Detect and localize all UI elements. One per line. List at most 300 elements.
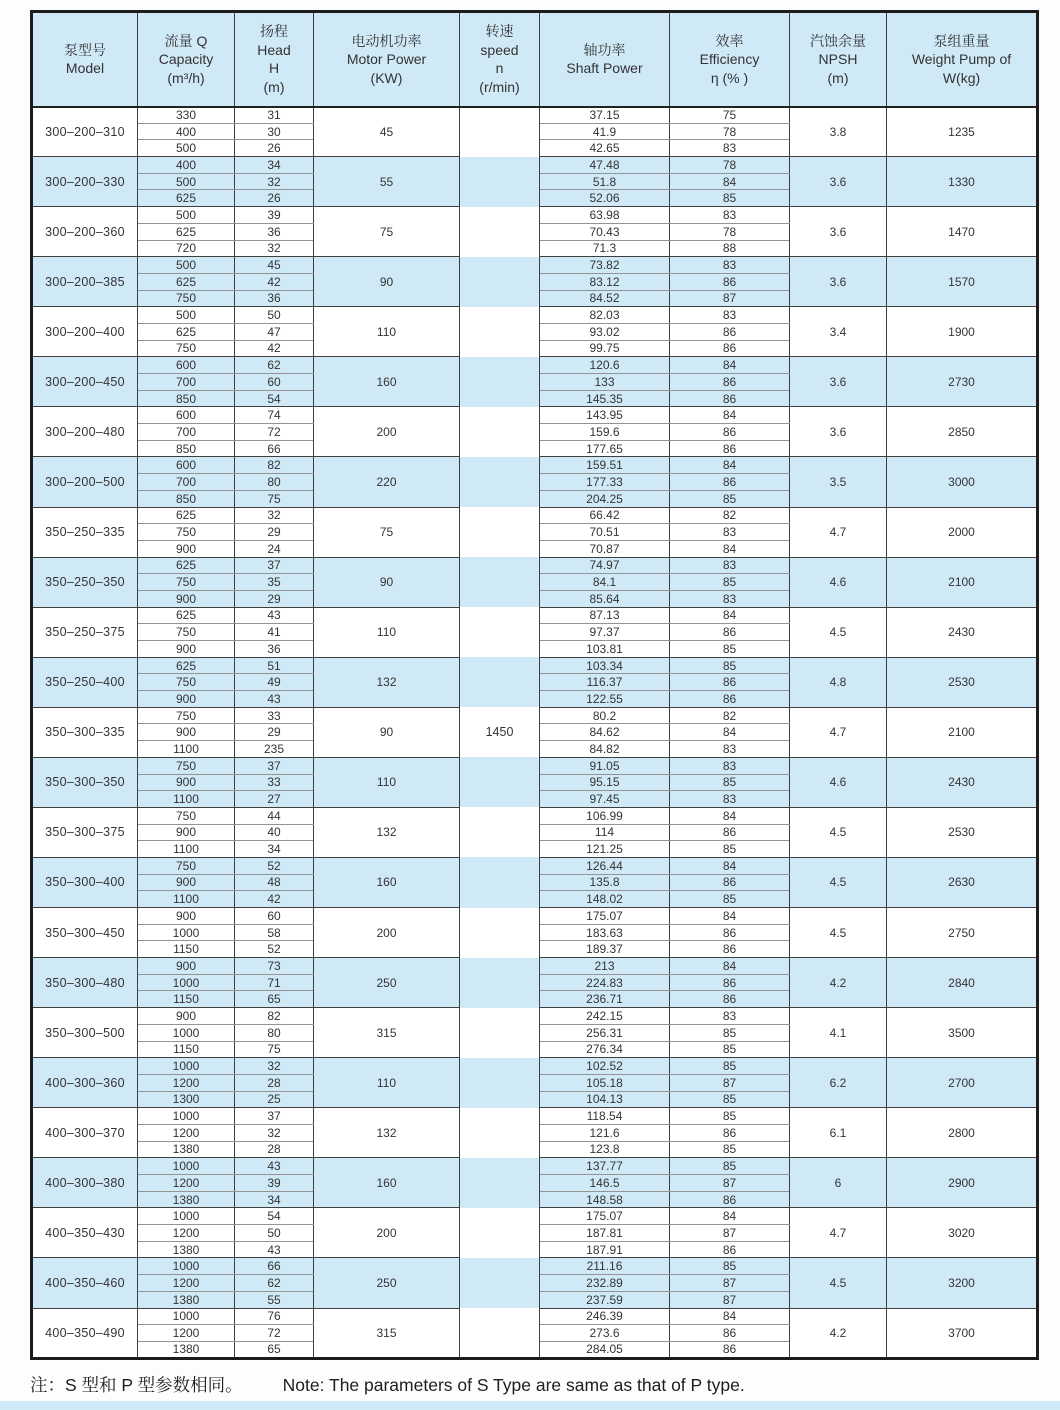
model-cell: 300–200–385 bbox=[32, 257, 138, 307]
capacity-cell: 1000 bbox=[138, 1158, 235, 1175]
head-cell: 72 bbox=[235, 1325, 314, 1342]
efficiency-cell: 87 bbox=[670, 1074, 790, 1091]
efficiency-cell: 85 bbox=[670, 641, 790, 658]
capacity-cell: 700 bbox=[138, 424, 235, 441]
efficiency-cell: 85 bbox=[670, 490, 790, 507]
capacity-cell: 1100 bbox=[138, 891, 235, 908]
head-cell: 32 bbox=[235, 507, 314, 524]
header-line: 泵组重量 bbox=[933, 32, 990, 49]
model-cell: 350–250–375 bbox=[32, 607, 138, 657]
speed-cell bbox=[460, 1258, 540, 1308]
capacity-cell: 1000 bbox=[138, 1108, 235, 1125]
head-cell: 32 bbox=[235, 1124, 314, 1141]
weight-cell: 3700 bbox=[887, 1308, 1038, 1358]
efficiency-cell: 86 bbox=[670, 1241, 790, 1258]
capacity-cell: 900 bbox=[138, 774, 235, 791]
head-cell: 44 bbox=[235, 807, 314, 824]
shaft-power-cell: 93.02 bbox=[540, 323, 670, 340]
shaft-power-cell: 242.15 bbox=[540, 1008, 670, 1025]
capacity-cell: 625 bbox=[138, 223, 235, 240]
weight-cell: 2900 bbox=[887, 1158, 1038, 1208]
header-line: 电动机功率 bbox=[351, 32, 422, 49]
head-cell: 42 bbox=[235, 273, 314, 290]
head-cell: 36 bbox=[235, 223, 314, 240]
weight-cell: 1330 bbox=[887, 157, 1038, 207]
shaft-power-cell: 175.07 bbox=[540, 1208, 670, 1225]
head-cell: 30 bbox=[235, 123, 314, 140]
efficiency-cell: 87 bbox=[670, 1291, 790, 1308]
shaft-power-cell: 175.07 bbox=[540, 908, 670, 925]
speed-cell bbox=[460, 307, 540, 357]
capacity-cell: 750 bbox=[138, 807, 235, 824]
header-line: (m) bbox=[827, 69, 849, 86]
efficiency-cell: 78 bbox=[670, 123, 790, 140]
shaft-power-cell: 71.3 bbox=[540, 240, 670, 257]
capacity-cell: 900 bbox=[138, 641, 235, 658]
motor-power-cell: 132 bbox=[314, 1108, 460, 1158]
column-header-motor-power bbox=[314, 12, 460, 107]
capacity-cell: 625 bbox=[138, 323, 235, 340]
efficiency-cell: 86 bbox=[670, 390, 790, 407]
head-cell: 37 bbox=[235, 1108, 314, 1125]
npsh-cell: 4.8 bbox=[790, 657, 887, 707]
head-cell: 27 bbox=[235, 791, 314, 808]
model-cell: 350–300–480 bbox=[32, 958, 138, 1008]
efficiency-cell: 85 bbox=[670, 1258, 790, 1275]
head-cell: 33 bbox=[235, 707, 314, 724]
head-cell: 235 bbox=[235, 741, 314, 758]
efficiency-cell: 78 bbox=[670, 223, 790, 240]
efficiency-cell: 86 bbox=[670, 1341, 790, 1358]
footnote-zh: 注：S 型和 P 型参数相同。 bbox=[30, 1374, 243, 1395]
head-cell: 43 bbox=[235, 1241, 314, 1258]
speed-cell bbox=[460, 107, 540, 157]
motor-power-cell: 315 bbox=[314, 1308, 460, 1358]
motor-power-cell: 250 bbox=[314, 1258, 460, 1308]
head-cell: 75 bbox=[235, 490, 314, 507]
head-cell: 29 bbox=[235, 590, 314, 607]
model-cell: 400–300–380 bbox=[32, 1158, 138, 1208]
header-line: 泵型号 bbox=[64, 41, 106, 58]
efficiency-cell: 85 bbox=[670, 891, 790, 908]
efficiency-cell: 83 bbox=[670, 140, 790, 157]
shaft-power-cell: 183.63 bbox=[540, 924, 670, 941]
head-cell: 36 bbox=[235, 641, 314, 658]
head-cell: 39 bbox=[235, 1175, 314, 1192]
capacity-cell: 625 bbox=[138, 657, 235, 674]
motor-power-cell: 315 bbox=[314, 1008, 460, 1058]
head-cell: 74 bbox=[235, 407, 314, 424]
efficiency-cell: 83 bbox=[670, 791, 790, 808]
shaft-power-cell: 189.37 bbox=[540, 941, 670, 958]
shaft-power-cell: 80.2 bbox=[540, 707, 670, 724]
model-cell: 350–300–500 bbox=[32, 1008, 138, 1058]
head-cell: 43 bbox=[235, 1158, 314, 1175]
bottom-strip bbox=[0, 1401, 1060, 1410]
efficiency-cell: 86 bbox=[670, 424, 790, 441]
shaft-power-cell: 211.16 bbox=[540, 1258, 670, 1275]
motor-power-cell: 160 bbox=[314, 357, 460, 407]
capacity-cell: 750 bbox=[138, 624, 235, 641]
head-cell: 82 bbox=[235, 457, 314, 474]
capacity-cell: 625 bbox=[138, 273, 235, 290]
model-cell: 300–200–500 bbox=[32, 457, 138, 507]
head-cell: 48 bbox=[235, 874, 314, 891]
shaft-power-cell: 95.15 bbox=[540, 774, 670, 791]
column-header-head bbox=[235, 12, 314, 107]
head-cell: 65 bbox=[235, 1341, 314, 1358]
header-line: NPSH bbox=[818, 51, 858, 67]
header-line: η (% ) bbox=[710, 69, 749, 86]
shaft-power-cell: 177.33 bbox=[540, 474, 670, 491]
shaft-power-cell: 126.44 bbox=[540, 857, 670, 874]
weight-cell: 1470 bbox=[887, 207, 1038, 257]
head-cell: 60 bbox=[235, 908, 314, 925]
head-cell: 31 bbox=[235, 107, 314, 124]
npsh-cell: 3.6 bbox=[790, 257, 887, 307]
capacity-cell: 750 bbox=[138, 290, 235, 307]
head-cell: 62 bbox=[235, 357, 314, 374]
capacity-cell: 500 bbox=[138, 173, 235, 190]
shaft-power-cell: 105.18 bbox=[540, 1074, 670, 1091]
efficiency-cell: 84 bbox=[670, 807, 790, 824]
speed-cell bbox=[460, 1058, 540, 1108]
npsh-cell: 4.5 bbox=[790, 857, 887, 907]
capacity-cell: 1100 bbox=[138, 741, 235, 758]
head-cell: 39 bbox=[235, 207, 314, 224]
efficiency-cell: 86 bbox=[670, 474, 790, 491]
motor-power-cell: 132 bbox=[314, 807, 460, 857]
header-line: (m) bbox=[263, 78, 285, 95]
head-cell: 28 bbox=[235, 1074, 314, 1091]
shaft-power-cell: 137.77 bbox=[540, 1158, 670, 1175]
shaft-power-cell: 47.48 bbox=[540, 157, 670, 174]
model-cell: 350–300–350 bbox=[32, 757, 138, 807]
efficiency-cell: 82 bbox=[670, 507, 790, 524]
weight-cell: 3500 bbox=[887, 1008, 1038, 1058]
shaft-power-cell: 51.8 bbox=[540, 173, 670, 190]
npsh-cell: 4.2 bbox=[790, 1308, 887, 1358]
capacity-cell: 1200 bbox=[138, 1074, 235, 1091]
speed-cell bbox=[460, 757, 540, 807]
efficiency-cell: 86 bbox=[670, 874, 790, 891]
model-cell: 350–300–335 bbox=[32, 707, 138, 757]
shaft-power-cell: 284.05 bbox=[540, 1341, 670, 1358]
capacity-cell: 1000 bbox=[138, 1024, 235, 1041]
shaft-power-cell: 133 bbox=[540, 374, 670, 391]
efficiency-cell: 83 bbox=[670, 257, 790, 274]
head-cell: 32 bbox=[235, 173, 314, 190]
motor-power-cell: 110 bbox=[314, 307, 460, 357]
efficiency-cell: 85 bbox=[670, 574, 790, 591]
column-header-speed bbox=[460, 12, 540, 107]
speed-cell bbox=[460, 908, 540, 958]
column-header-npsh bbox=[790, 12, 887, 107]
npsh-cell: 4.2 bbox=[790, 958, 887, 1008]
efficiency-cell: 83 bbox=[670, 757, 790, 774]
efficiency-cell: 83 bbox=[670, 307, 790, 324]
efficiency-cell: 84 bbox=[670, 407, 790, 424]
head-cell: 26 bbox=[235, 140, 314, 157]
shaft-power-cell: 224.83 bbox=[540, 974, 670, 991]
efficiency-cell: 85 bbox=[670, 841, 790, 858]
head-cell: 32 bbox=[235, 240, 314, 257]
capacity-cell: 850 bbox=[138, 390, 235, 407]
header-line: 轴功率 bbox=[583, 41, 626, 58]
npsh-cell: 4.7 bbox=[790, 1208, 887, 1258]
efficiency-cell: 86 bbox=[670, 691, 790, 708]
speed-cell bbox=[460, 1308, 540, 1358]
shaft-power-cell: 122.55 bbox=[540, 691, 670, 708]
efficiency-cell: 85 bbox=[670, 1091, 790, 1108]
npsh-cell: 3.6 bbox=[790, 207, 887, 257]
shaft-power-cell: 236.71 bbox=[540, 991, 670, 1008]
npsh-cell: 3.6 bbox=[790, 407, 887, 457]
efficiency-cell: 86 bbox=[670, 1191, 790, 1208]
footnote-en: Note: The parameters of S Type are same as that of P type. bbox=[282, 1374, 745, 1395]
npsh-cell: 4.5 bbox=[790, 1258, 887, 1308]
head-cell: 52 bbox=[235, 941, 314, 958]
speed-cell bbox=[460, 357, 540, 407]
capacity-cell: 1150 bbox=[138, 991, 235, 1008]
shaft-power-cell: 159.6 bbox=[540, 424, 670, 441]
head-cell: 26 bbox=[235, 190, 314, 207]
header-line: (m³/h) bbox=[167, 69, 205, 86]
capacity-cell: 1150 bbox=[138, 941, 235, 958]
weight-cell: 2730 bbox=[887, 357, 1038, 407]
capacity-cell: 900 bbox=[138, 908, 235, 925]
capacity-cell: 900 bbox=[138, 874, 235, 891]
model-cell: 400–350–430 bbox=[32, 1208, 138, 1258]
capacity-cell: 1200 bbox=[138, 1225, 235, 1242]
weight-cell: 2430 bbox=[887, 607, 1038, 657]
speed-cell bbox=[460, 257, 540, 307]
shaft-power-cell: 84.82 bbox=[540, 741, 670, 758]
weight-cell: 2100 bbox=[887, 557, 1038, 607]
shaft-power-cell: 145.35 bbox=[540, 390, 670, 407]
speed-cell bbox=[460, 1008, 540, 1058]
npsh-cell: 3.8 bbox=[790, 107, 887, 157]
motor-power-cell: 200 bbox=[314, 1208, 460, 1258]
shaft-power-cell: 73.82 bbox=[540, 257, 670, 274]
capacity-cell: 900 bbox=[138, 958, 235, 975]
efficiency-cell: 83 bbox=[670, 741, 790, 758]
efficiency-cell: 87 bbox=[670, 290, 790, 307]
head-cell: 42 bbox=[235, 340, 314, 357]
column-header-efficiency bbox=[670, 12, 790, 107]
capacity-cell: 330 bbox=[138, 107, 235, 124]
capacity-cell: 600 bbox=[138, 357, 235, 374]
efficiency-cell: 84 bbox=[670, 857, 790, 874]
head-cell: 65 bbox=[235, 991, 314, 1008]
head-cell: 54 bbox=[235, 390, 314, 407]
capacity-cell: 750 bbox=[138, 674, 235, 691]
header-line: 汽蚀余量 bbox=[810, 32, 866, 49]
head-cell: 50 bbox=[235, 307, 314, 324]
motor-power-cell: 90 bbox=[314, 557, 460, 607]
shaft-power-cell: 148.02 bbox=[540, 891, 670, 908]
motor-power-cell: 55 bbox=[314, 157, 460, 207]
speed-cell bbox=[460, 507, 540, 557]
weight-cell: 1900 bbox=[887, 307, 1038, 357]
capacity-cell: 750 bbox=[138, 524, 235, 541]
efficiency-cell: 86 bbox=[670, 340, 790, 357]
motor-power-cell: 160 bbox=[314, 857, 460, 907]
speed-cell: 1450 bbox=[460, 707, 540, 757]
efficiency-cell: 84 bbox=[670, 607, 790, 624]
motor-power-cell: 132 bbox=[314, 657, 460, 707]
npsh-cell: 3.4 bbox=[790, 307, 887, 357]
shaft-power-cell: 99.75 bbox=[540, 340, 670, 357]
shaft-power-cell: 273.6 bbox=[540, 1325, 670, 1342]
npsh-cell: 4.7 bbox=[790, 707, 887, 757]
shaft-power-cell: 85.64 bbox=[540, 590, 670, 607]
weight-cell: 2530 bbox=[887, 807, 1038, 857]
capacity-cell: 750 bbox=[138, 757, 235, 774]
model-cell: 300–200–310 bbox=[32, 107, 138, 157]
efficiency-cell: 87 bbox=[670, 1275, 790, 1292]
npsh-cell: 6.2 bbox=[790, 1058, 887, 1108]
shaft-power-cell: 103.81 bbox=[540, 641, 670, 658]
shaft-power-cell: 84.52 bbox=[540, 290, 670, 307]
efficiency-cell: 75 bbox=[670, 107, 790, 124]
capacity-cell: 500 bbox=[138, 207, 235, 224]
capacity-cell: 500 bbox=[138, 140, 235, 157]
shaft-power-cell: 97.45 bbox=[540, 791, 670, 808]
shaft-power-cell: 74.97 bbox=[540, 557, 670, 574]
shaft-power-cell: 70.51 bbox=[540, 524, 670, 541]
efficiency-cell: 86 bbox=[670, 1325, 790, 1342]
table-header bbox=[32, 12, 1038, 107]
npsh-cell: 4.5 bbox=[790, 607, 887, 657]
head-cell: 34 bbox=[235, 157, 314, 174]
efficiency-cell: 85 bbox=[670, 1058, 790, 1075]
model-cell: 350–250–400 bbox=[32, 657, 138, 707]
efficiency-cell: 86 bbox=[670, 440, 790, 457]
head-cell: 71 bbox=[235, 974, 314, 991]
shaft-power-cell: 120.6 bbox=[540, 357, 670, 374]
head-cell: 47 bbox=[235, 323, 314, 340]
shaft-power-cell: 187.91 bbox=[540, 1241, 670, 1258]
weight-cell: 3000 bbox=[887, 457, 1038, 507]
pump-spec-table bbox=[30, 10, 1039, 1360]
efficiency-cell: 84 bbox=[670, 1308, 790, 1325]
weight-cell: 1570 bbox=[887, 257, 1038, 307]
efficiency-cell: 84 bbox=[670, 173, 790, 190]
capacity-cell: 850 bbox=[138, 490, 235, 507]
motor-power-cell: 75 bbox=[314, 207, 460, 257]
capacity-cell: 700 bbox=[138, 474, 235, 491]
capacity-cell: 625 bbox=[138, 607, 235, 624]
capacity-cell: 1200 bbox=[138, 1175, 235, 1192]
head-cell: 76 bbox=[235, 1308, 314, 1325]
weight-cell: 1235 bbox=[887, 107, 1038, 157]
capacity-cell: 900 bbox=[138, 540, 235, 557]
capacity-cell: 1300 bbox=[138, 1091, 235, 1108]
capacity-cell: 1000 bbox=[138, 974, 235, 991]
head-cell: 50 bbox=[235, 1225, 314, 1242]
capacity-cell: 850 bbox=[138, 440, 235, 457]
head-cell: 73 bbox=[235, 958, 314, 975]
capacity-cell: 1000 bbox=[138, 924, 235, 941]
speed-cell bbox=[460, 1208, 540, 1258]
weight-cell: 2750 bbox=[887, 908, 1038, 958]
head-cell: 58 bbox=[235, 924, 314, 941]
weight-cell: 2850 bbox=[887, 407, 1038, 457]
shaft-power-cell: 246.39 bbox=[540, 1308, 670, 1325]
head-cell: 55 bbox=[235, 1291, 314, 1308]
head-cell: 35 bbox=[235, 574, 314, 591]
header-line: speed bbox=[480, 41, 519, 58]
efficiency-cell: 86 bbox=[670, 674, 790, 691]
model-cell: 350–300–375 bbox=[32, 807, 138, 857]
header-line: Head bbox=[257, 41, 291, 58]
efficiency-cell: 85 bbox=[670, 1041, 790, 1058]
weight-cell: 3020 bbox=[887, 1208, 1038, 1258]
efficiency-cell: 85 bbox=[670, 1141, 790, 1158]
efficiency-cell: 86 bbox=[670, 323, 790, 340]
capacity-cell: 625 bbox=[138, 190, 235, 207]
shaft-power-cell: 84.1 bbox=[540, 574, 670, 591]
header-line: Capacity bbox=[158, 51, 214, 67]
efficiency-cell: 87 bbox=[670, 1175, 790, 1192]
model-cell: 300–200–450 bbox=[32, 357, 138, 407]
head-cell: 37 bbox=[235, 757, 314, 774]
npsh-cell: 6 bbox=[790, 1158, 887, 1208]
shaft-power-cell: 91.05 bbox=[540, 757, 670, 774]
head-cell: 80 bbox=[235, 474, 314, 491]
header-line: (r/min) bbox=[479, 78, 520, 95]
weight-cell: 2100 bbox=[887, 707, 1038, 757]
model-cell: 350–250–350 bbox=[32, 557, 138, 607]
speed-cell bbox=[460, 857, 540, 907]
efficiency-cell: 86 bbox=[670, 924, 790, 941]
head-cell: 43 bbox=[235, 691, 314, 708]
model-cell: 400–350–490 bbox=[32, 1308, 138, 1358]
shaft-power-cell: 37.15 bbox=[540, 107, 670, 124]
head-cell: 52 bbox=[235, 857, 314, 874]
head-cell: 72 bbox=[235, 424, 314, 441]
capacity-cell: 750 bbox=[138, 574, 235, 591]
speed-cell bbox=[460, 407, 540, 457]
shaft-power-cell: 118.54 bbox=[540, 1108, 670, 1125]
capacity-cell: 1200 bbox=[138, 1325, 235, 1342]
capacity-cell: 1000 bbox=[138, 1208, 235, 1225]
shaft-power-cell: 232.89 bbox=[540, 1275, 670, 1292]
header-line: Motor Power bbox=[346, 51, 427, 67]
header-line: 效率 bbox=[715, 32, 744, 49]
efficiency-cell: 83 bbox=[670, 207, 790, 224]
capacity-cell: 1380 bbox=[138, 1341, 235, 1358]
capacity-cell: 400 bbox=[138, 123, 235, 140]
shaft-power-cell: 237.59 bbox=[540, 1291, 670, 1308]
efficiency-cell: 84 bbox=[670, 1208, 790, 1225]
motor-power-cell: 90 bbox=[314, 257, 460, 307]
head-cell: 29 bbox=[235, 524, 314, 541]
capacity-cell: 900 bbox=[138, 590, 235, 607]
shaft-power-cell: 52.06 bbox=[540, 190, 670, 207]
efficiency-cell: 78 bbox=[670, 157, 790, 174]
shaft-power-cell: 84.62 bbox=[540, 724, 670, 741]
efficiency-cell: 88 bbox=[670, 240, 790, 257]
head-cell: 41 bbox=[235, 624, 314, 641]
efficiency-cell: 84 bbox=[670, 908, 790, 925]
motor-power-cell: 200 bbox=[314, 908, 460, 958]
efficiency-cell: 86 bbox=[670, 941, 790, 958]
efficiency-cell: 85 bbox=[670, 1158, 790, 1175]
shaft-power-cell: 187.81 bbox=[540, 1225, 670, 1242]
capacity-cell: 900 bbox=[138, 824, 235, 841]
